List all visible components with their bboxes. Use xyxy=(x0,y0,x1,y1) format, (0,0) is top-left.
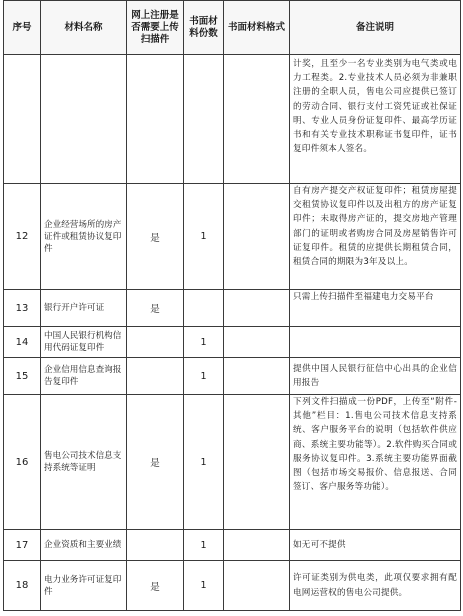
cell-index: 18 xyxy=(4,561,41,611)
cell-count: 1 xyxy=(184,327,224,358)
cell-index: 15 xyxy=(4,358,41,395)
materials-table xyxy=(3,0,461,611)
cell-scan: 是 xyxy=(127,184,184,290)
header-note: 备注说明 xyxy=(290,1,461,55)
cell-scan xyxy=(127,327,184,358)
cell-note: 许可证类别为供电类，此项仅要求拥有配电网运营权的售电公司提供。 xyxy=(290,561,461,611)
cell-scan xyxy=(127,55,184,184)
cell-count: 1 xyxy=(184,184,224,290)
table-row xyxy=(4,184,461,290)
table-row xyxy=(4,327,461,358)
cell-name: 中国人民银行机构信用代码证复印件 xyxy=(41,327,127,358)
cell-name: 企业经营场所的房产证件或租赁协议复印件 xyxy=(41,184,127,290)
cell-count xyxy=(184,55,224,184)
header-count: 书面材料份数 xyxy=(184,1,224,55)
header-format: 书面材料格式 xyxy=(224,1,290,55)
cell-name xyxy=(41,55,127,184)
cell-name: 企业资质和主要业绩 xyxy=(41,530,127,561)
table-row xyxy=(4,290,461,327)
document-page xyxy=(3,0,460,612)
table-row xyxy=(4,561,461,611)
cell-note: 自有房产提交产权证复印件；租赁房屋提交租赁协议复印件以及出租方的房产证复印件；未取得房产证的，提交房地产管理部门的证明或者购房合同及房屋销售许可证复印件。租赁的应提供长期租赁合同，租赁合同的期限为3年及以上。 xyxy=(290,184,461,290)
header-name: 材料名称 xyxy=(41,1,127,55)
cell-name: 电力业务许可证复印件 xyxy=(41,561,127,611)
cell-format xyxy=(224,530,290,561)
cell-count: 1 xyxy=(184,358,224,395)
cell-count xyxy=(184,290,224,327)
cell-note: 提供中国人民银行征信中心出具的企业信用报告 xyxy=(290,358,461,395)
cell-name: 银行开户许可证 xyxy=(41,290,127,327)
cell-scan: 是 xyxy=(127,395,184,530)
cell-index: 16 xyxy=(4,395,41,530)
cell-note: 计奖，且至少一名专业类别为电气类或电力工程类。2.专业技术人员必须为非兼职注册的全职人员，售电公司应提供已签订的劳动合同、银行支付工资凭证或社保证明、专业人员身份证复印件、最高学历证书和有关专业技术职称证书复印件，证书复印件须本人签名。 xyxy=(290,55,461,184)
cell-format xyxy=(224,55,290,184)
cell-note: 只需上传扫描件至福建电力交易平台 xyxy=(290,290,461,327)
cell-format xyxy=(224,290,290,327)
cell-count: 1 xyxy=(184,561,224,611)
cell-format xyxy=(224,561,290,611)
table-row xyxy=(4,358,461,395)
cell-format xyxy=(224,184,290,290)
cell-name: 企业信用信息查询报告复印件 xyxy=(41,358,127,395)
cell-scan xyxy=(127,358,184,395)
cell-note: 如无可不提供 xyxy=(290,530,461,561)
cell-index: 12 xyxy=(4,184,41,290)
cell-scan xyxy=(127,530,184,561)
cell-index: 14 xyxy=(4,327,41,358)
cell-format xyxy=(224,358,290,395)
cell-index: 17 xyxy=(4,530,41,561)
table-row xyxy=(4,530,461,561)
cell-count: 1 xyxy=(184,530,224,561)
table-header-row xyxy=(4,1,461,55)
cell-note xyxy=(290,327,461,358)
cell-format xyxy=(224,395,290,530)
cell-name: 售电公司技术信息支持系统等证明 xyxy=(41,395,127,530)
header-scan: 网上注册是否需要上传扫描件 xyxy=(127,1,184,55)
table-row-continued xyxy=(4,55,461,184)
cell-scan: 是 xyxy=(127,561,184,611)
cell-scan: 是 xyxy=(127,290,184,327)
cell-index xyxy=(4,55,41,184)
table-row xyxy=(4,395,461,530)
cell-note: 下列文件扫描成一份PDF，上传至“附件-其他”栏目：1.售电公司技术信息支持系统、客户服务平台的说明（包括软件供应商、系统主要功能等）。2.软件购买合同或服务协议复印件。3.系统主要功能界面截图（包括市场交易报价、信息报送、合同签订、客户服务等功能）。 xyxy=(290,395,461,530)
cell-index: 13 xyxy=(4,290,41,327)
cell-format xyxy=(224,327,290,358)
header-index: 序号 xyxy=(4,1,41,55)
cell-count: 1 xyxy=(184,395,224,530)
